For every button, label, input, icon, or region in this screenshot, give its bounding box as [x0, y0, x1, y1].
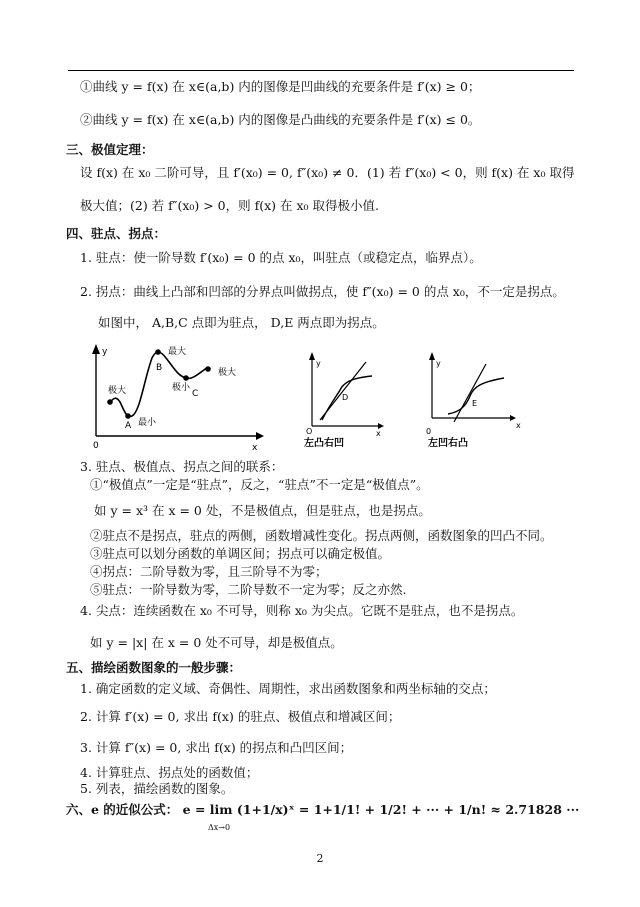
step-1: 1. 确定函数的定义域、奇偶性、周期性，求出函数图象和两坐标轴的交点； [80, 681, 496, 696]
y-axis-arrow [92, 344, 100, 354]
label-D: D [342, 393, 349, 402]
relation-item-4: ④拐点：二阶导数为零，且三阶导不为零； [90, 564, 328, 579]
function-curve [110, 352, 208, 416]
label-global-max: 最大 [168, 347, 187, 357]
section-5-heading: 五、描绘函数图象的一般步骤： [66, 660, 242, 675]
cusp-example: 如 y = |x| 在 x = 0 处不可导，却是极值点。 [90, 635, 343, 650]
origin-label: 0 [93, 441, 99, 451]
y-axis-label: y [316, 359, 321, 368]
stationary-point-def: 1. 驻点：使一阶导数 f′(x₀) = 0 的点 x₀，叫驻点（或稳定点，临界点）。 [80, 250, 482, 265]
y-axis-label: y [102, 347, 108, 357]
extremum-theorem-line2: 极大值；(2) 若 f″(x₀) > 0，则 f(x) 在 x₀ 取得极小值. [80, 198, 379, 213]
concave-condition: ①曲线 y = f(x) 在 x∈(a,b) 内的图像是凹曲线的充要条件是 f′(x) ≥ 0； [80, 79, 481, 94]
relation-example: 如 y = x³ 在 x = 0 处，不是极值点，但是驻点，也是拐点。 [94, 503, 431, 518]
x-axis-label: x [516, 421, 521, 430]
step-3: 3. 计算 f″(x) = 0, 求出 f(x) 的拐点和凸凹区间； [80, 740, 353, 755]
point-C [183, 375, 189, 381]
step-5: 5. 列表，描绘函数的图象。 [80, 781, 234, 796]
cusp-def: 4. 尖点：连续函数在 x₀ 不可导，则称 x₀ 为尖点。它既不是驻点，也不是拐点。 [80, 603, 524, 618]
figure-caption: 左凸右凹 [304, 438, 344, 448]
inflection-point-def: 2. 拐点：曲线上凸部和凹部的分界点叫做拐点，使 f″(x₀) = 0 的点 x₀，不一定是拐点。 [80, 284, 565, 299]
relation-item-3: ③驻点可以划分函数的单调区间；拐点可以确定极值。 [90, 546, 391, 561]
relation-heading: 3. 驻点、极值点、拐点之间的联系： [80, 459, 284, 474]
tangent-line [454, 364, 486, 422]
figure-intro: 如图中， A,B,C 点即为驻点， D,E 两点即为拐点。 [98, 315, 385, 330]
step-4: 4. 计算驻点、拐点处的函数值； [80, 765, 259, 780]
endpoint-left [107, 399, 113, 405]
y-axis-label: y [436, 359, 441, 368]
point-max [155, 349, 161, 355]
x-axis-arrow [256, 432, 264, 440]
label-local-max-2: 极大 [218, 368, 237, 378]
inflection-figure-convex-concave [300, 348, 392, 448]
label-local-min: 极小 [172, 383, 191, 393]
label-E: E [472, 399, 478, 408]
section-3-heading: 三、极值定理： [66, 142, 154, 157]
x-axis-label: x [252, 443, 258, 453]
inflection-figure-concave-convex [420, 348, 530, 448]
label-B: B [156, 363, 163, 373]
step-2: 2. 计算 f′(x) = 0, 求出 f(x) 的驻点、极值点和增减区间； [80, 709, 401, 724]
label-A: A [125, 421, 132, 431]
extrema-figure [88, 340, 268, 458]
section-4-heading: 四、驻点、拐点： [66, 226, 167, 241]
label-global-min: 最小 [138, 418, 157, 428]
limit-subscript: Δx→0 [208, 823, 231, 832]
figure-caption: 左凹右凸 [428, 438, 468, 448]
label-local-max-1: 极大 [108, 386, 127, 396]
relation-item-5: ⑤驻点：一阶导数为零，二阶导数不一定为零；反之亦然. [90, 582, 407, 597]
curve [448, 378, 504, 414]
convex-condition: ②曲线 y = f(x) 在 x∈(a,b) 内的图像是凸曲线的充要条件是 f′(x) ≤ 0。 [80, 112, 481, 127]
relation-item-2: ②驻点不是拐点，驻点的两侧，函数增减性变化。拐点两侧，函数图象的凹凸不同。 [90, 528, 553, 543]
extremum-theorem-line1: 设 f(x) 在 x₀ 二阶可导，且 f′(x₀) = 0, f″(x₀) ≠ 0．(1) 若 f″(x₀) < 0，则 f(x) 在 x₀ 取得 [80, 165, 575, 180]
page-number: 2 [316, 852, 324, 865]
x-axis-label: x [376, 429, 381, 438]
origin-label: O [306, 427, 313, 436]
header-rule [68, 70, 574, 71]
relation-item-1: ①“极值点”一定是“驻点”，反之，“驻点”不一定是“极值点”。 [90, 477, 429, 492]
section-6-e-formula: 六、e 的近似公式： e = lim (1+1/x)ˣ = 1+1/1! + 1/2! + ··· + 1/n! ≈ 2.71828 ··· [66, 802, 580, 817]
point-A [125, 413, 131, 419]
endpoint-right [205, 366, 211, 372]
label-C: C [192, 389, 199, 399]
origin-label: 0 [426, 427, 432, 436]
